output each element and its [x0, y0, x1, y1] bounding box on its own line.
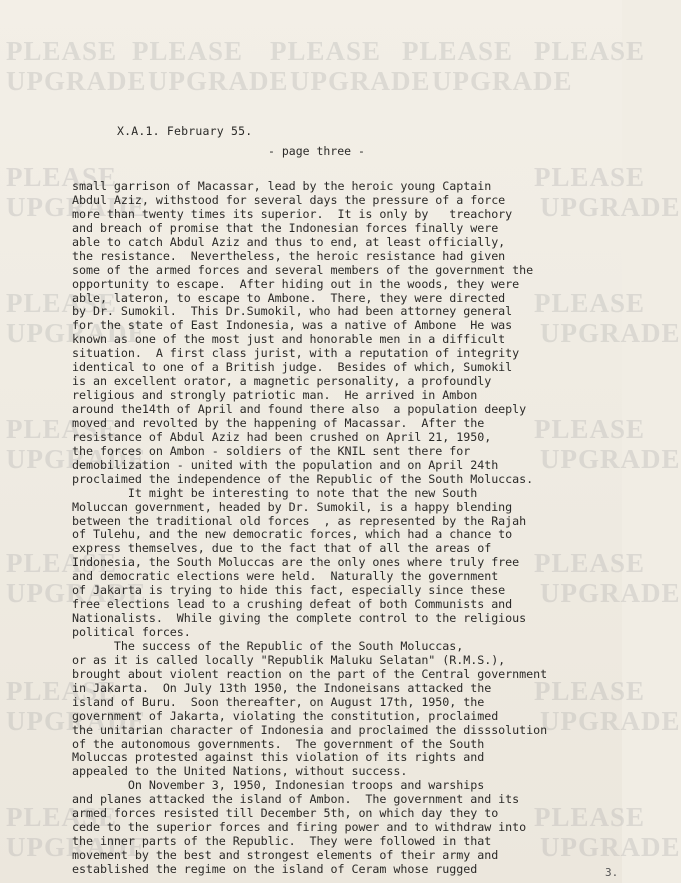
- watermark-text: UPGRADE: [6, 578, 147, 608]
- watermark-text: UPGRADE: [540, 318, 681, 348]
- text-line: and breach of promise that the Indonesian forces finally were: [72, 220, 499, 235]
- text-line: appealed to the United Nations, without success.: [72, 764, 408, 779]
- watermark-text: UPGRADE: [6, 66, 147, 96]
- text-line: the resistance. Nevertheless, the heroic resistance had given: [72, 248, 506, 263]
- corner-mark: 3.: [605, 866, 619, 879]
- text-line: Indonesia, the South Moluccas are the only ones where truly free: [72, 555, 520, 570]
- text-line: the forces on Ambon - soldiers of the KNIL sent there for: [72, 443, 471, 458]
- text-line: identical to one of a British judge. Besides of which, Sumokil: [72, 360, 513, 375]
- text-line: Nationalists. While giving the complete control to the religious: [72, 611, 527, 626]
- text-line: cede to the superior forces and firing power and to withdraw into: [72, 820, 527, 835]
- watermark-text: PLEASE: [6, 414, 118, 444]
- watermark-text: PLEASE: [6, 676, 118, 706]
- watermark-text: UPGRADE: [540, 706, 681, 736]
- text-line: religious and strongly patriotic man. He arrived in Ambon: [72, 388, 478, 403]
- text-line: and planes attacked the island of Ambon. The government and its: [72, 792, 520, 807]
- watermark-text: PLEASE: [534, 288, 646, 318]
- text-line: situation. A first class jurist, with a reputation of integrity: [72, 346, 520, 361]
- text-line: in Jakarta. On July 13th 1950, the Indoneisans attacked the: [72, 680, 492, 695]
- text-line: of Tulehu, and the new democratic forces, which had a chance to: [72, 527, 513, 542]
- watermark-text: PLEASE: [534, 676, 646, 706]
- text-line: Abdul Aziz, withstood for several days the pressure of a force: [72, 192, 506, 207]
- text-line: some of the armed forces and several members of the government the: [72, 262, 534, 277]
- watermark-text: UPGRADE: [540, 444, 681, 474]
- watermark-text: UPGRADE: [148, 66, 289, 96]
- text-line: armed forces resisted till December 5th, on which day they to: [72, 806, 499, 821]
- watermark-text: PLEASE: [534, 162, 646, 192]
- text-line: movement by the best and strongest elements of their army and: [72, 848, 499, 862]
- text-line: established the regime on the island of Ceram whose rugged: [72, 861, 478, 876]
- watermark-text: PLEASE: [6, 548, 118, 578]
- text-line: the unitarian character of Indonesia and proclaimed the disssolution: [72, 722, 548, 737]
- watermark-text: PLEASE: [534, 548, 646, 578]
- watermark-text: PLEASE: [6, 36, 118, 66]
- text-line: resistance of Abdul Aziz had been crushed on April 21, 1950,: [72, 429, 492, 444]
- watermark-text: UPGRADE: [290, 66, 431, 96]
- watermark-text: UPGRADE: [540, 832, 681, 862]
- text-line: proclaimed the independence of the Republic of the South Moluccas.: [72, 471, 534, 486]
- text-line: around the14th of April and found there also a population deeply: [72, 402, 527, 416]
- text-line: It might be interesting to note that the new South: [72, 485, 478, 500]
- text-line: brought about violent reaction on the part of the Central government: [72, 666, 548, 681]
- watermark-text: PLEASE: [534, 802, 646, 832]
- text-line: political forces.: [72, 625, 191, 639]
- watermark-text: PLEASE: [132, 36, 244, 66]
- text-line: of the autonomous governments. The government of the South: [72, 736, 485, 751]
- watermark-text: PLEASE: [402, 36, 514, 66]
- watermark-text: UPGRADE: [540, 578, 681, 608]
- text-line: is an excellent orator, a magnetic personality, a profoundly: [72, 374, 492, 389]
- text-line: of Jakarta is trying to hide this fact, especially since these: [72, 583, 506, 598]
- text-line: government of Jakarta, violating the constitution, proclaimed: [72, 708, 499, 723]
- text-line: island of Buru. Soon thereafter, on August 17th, 1950, the: [72, 694, 485, 709]
- page-label: - page three -: [268, 144, 365, 158]
- watermark-text: UPGRADE: [432, 66, 573, 96]
- watermark-text: UPGRADE: [6, 318, 147, 348]
- watermark-text: PLEASE: [6, 802, 118, 832]
- watermark-text: PLEASE: [6, 162, 118, 192]
- watermark-text: UPGRADE: [6, 192, 147, 222]
- watermark-text: PLEASE: [270, 36, 382, 66]
- watermark-text: PLEASE: [534, 414, 646, 444]
- text-line: opportunity to escape. After hiding out in the woods, they were: [72, 276, 520, 291]
- text-line: more than twenty times its superior. It is only by treachory: [72, 206, 513, 221]
- text-line: or as it is called locally "Republik Maluku Selatan" (R.M.S.),: [72, 652, 506, 667]
- watermark-text: UPGRADE: [6, 832, 147, 862]
- watermark-text: UPGRADE: [6, 444, 147, 474]
- text-line: for the state of East Indonesia, was a native of Ambone He was: [72, 318, 513, 333]
- text-line: the inner parts of the Republic. They were followed in that: [72, 834, 492, 849]
- text-line: Moluccas protested against this violation of its rights and: [72, 750, 485, 765]
- text-line: known as one of the most just and honorable men in a difficult: [72, 332, 506, 347]
- text-line: Moluccan government, headed by Dr. Sumokil, is a happy blending: [72, 499, 513, 514]
- body-text: [72, 180, 620, 877]
- text-line: able to catch Abdul Aziz and thus to end, at least officially,: [72, 234, 506, 249]
- text-line: small garrison of Macassar, lead by the heroic young Captain: [72, 179, 492, 193]
- text-line: demobilization - united with the population and on April 24th: [72, 457, 499, 472]
- text-line: free elections lead to a crushing defeat of both Communists and: [72, 597, 513, 612]
- text-line: able, lateron, to escape to Ambone. There, they were directed: [72, 290, 506, 305]
- text-line: The success of the Republic of the South Moluccas,: [72, 638, 464, 653]
- watermark-text: UPGRADE: [540, 192, 681, 222]
- text-line: On November 3, 1950, Indonesian troops and warships: [72, 778, 485, 793]
- document-header: X.A.1. February 55.: [117, 124, 253, 138]
- text-line: and democratic elections were held. Naturally the government: [72, 569, 499, 584]
- watermark-text: PLEASE: [534, 36, 646, 66]
- watermark-text: UPGRADE: [6, 706, 147, 736]
- text-line: between the traditional old forces , as represented by the Rajah: [72, 513, 527, 528]
- text-line: moved and revolted by the happening of Macassar. After the: [72, 415, 485, 430]
- watermark-text: PLEASE: [6, 288, 118, 318]
- text-line: by Dr. Sumokil. This Dr.Sumokil, who had been attorney general: [72, 304, 513, 319]
- text-line: express themselves, due to the fact that of all the areas of: [72, 541, 492, 556]
